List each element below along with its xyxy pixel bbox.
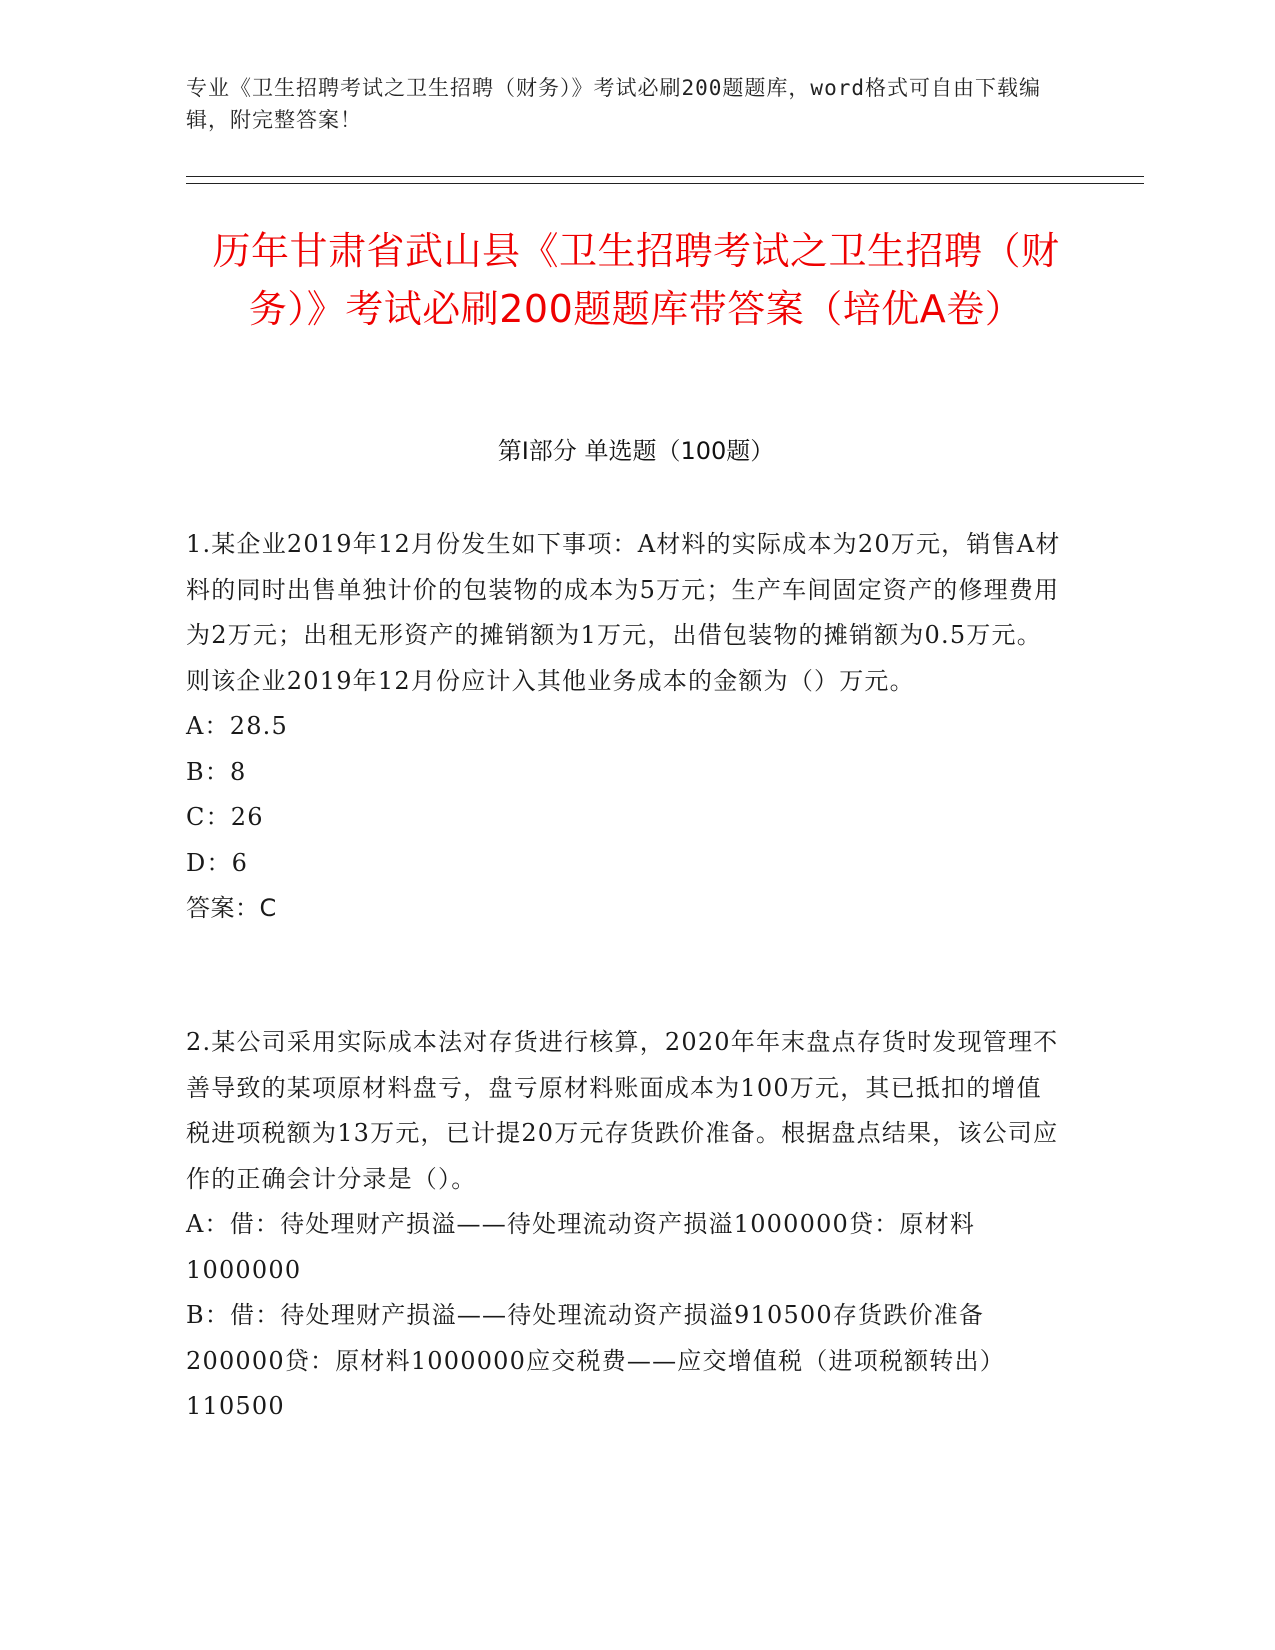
option-c: C：26 (186, 803, 264, 831)
question-1 (186, 522, 1066, 932)
header-rule-thick (186, 176, 1144, 177)
section-title: 第Ⅰ部分 单选题（100题） (497, 437, 775, 465)
answer: 答案：C (186, 894, 277, 922)
header-note: 专业《卫生招聘考试之卫生招聘（财务）》考试必刷200题题库，word格式可自由下载编辑，附完整答案！ (186, 76, 1041, 132)
option-d: D：6 (186, 848, 249, 877)
document-title: 历年甘肃省武山县《卫生招聘考试之卫生招聘（财务）》考试必刷200题题库带答案（培优A卷） (212, 229, 1060, 331)
question-text: 2.某公司采用实际成本法对存货进行核算，2020年年末盘点存货时发现管理不善导致的某项原材料盘亏，盘亏原材料账面成本为100万元，其已抵扣的增值税进项税额为13万元，已计提20万元存货跌价准备。根据盘点结果，该公司应作的正确会计分录是（）。 (186, 1028, 1059, 1193)
option-b: B：借：待处理财产损溢——待处理流动资产损溢910500存货跌价准备200000贷：原材料1000000应交税费——应交增值税（进项税额转出）110500 (186, 1301, 1005, 1420)
option-b: B：8 (186, 757, 247, 786)
question-text: 1.某企业2019年12月份发生如下事项：A材料的实际成本为20万元，销售A材料的同时出售单独计价的包装物的成本为5万元；生产车间固定资产的修理费用为2万元；出租无形资产的摊销额为1万元，出借包装物的摊销额为0.5万元。则该企业2019年12月份应计入其他业务成本的金额为（）万元。 (186, 530, 1061, 695)
header-rule-thin (186, 183, 1144, 184)
option-a: A：28.5 (186, 712, 288, 740)
question-2 (186, 1020, 1066, 1430)
option-a: A：借：待处理财产损溢——待处理流动资产损溢1000000贷：原材料1000000 (186, 1210, 976, 1284)
